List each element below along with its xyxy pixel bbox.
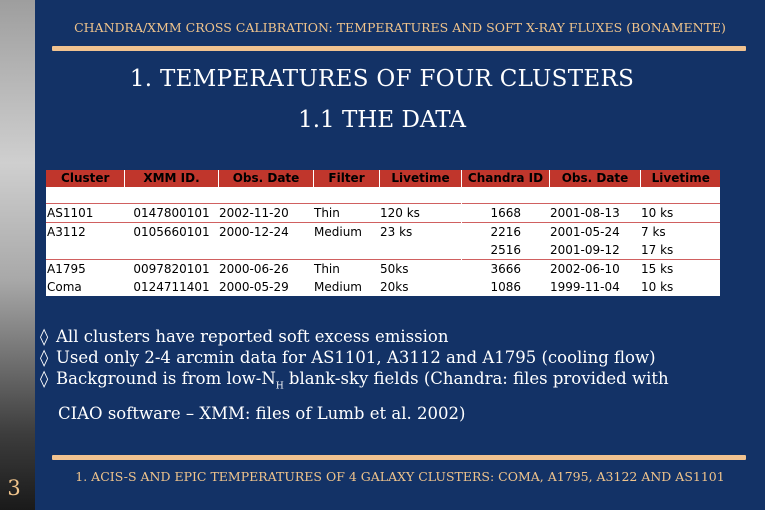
slide-title: 1. TEMPERATURES OF FOUR CLUSTERS — [129, 66, 635, 92]
bullet-item — [40, 347, 760, 368]
table-cell: 50ks — [379, 260, 461, 279]
table-cell: 0147800101 — [124, 204, 218, 223]
table-row — [46, 260, 720, 279]
table-cell: Coma — [47, 280, 82, 294]
bullet-continuation: CIAO software – XMM: files of Lumb et al. 2002) — [58, 404, 466, 424]
table-cell: AS1101 — [46, 204, 124, 223]
diamond-bullet-icon: ◊ — [40, 348, 49, 367]
col-header: XMM ID. — [124, 170, 218, 187]
table-cell: 15 ks — [640, 260, 720, 279]
table-cell: 2000-05-29 — [219, 280, 289, 294]
left-sidebar-strip — [0, 0, 35, 510]
bullet-item — [40, 368, 760, 397]
col-header: Livetime — [379, 170, 461, 187]
table-cell: 2516 — [461, 241, 549, 260]
col-header: Chandra ID — [461, 170, 549, 187]
table-cell: 1086 — [461, 278, 549, 296]
table-cell — [124, 241, 218, 260]
table-row — [46, 204, 720, 223]
bullet-text: All clusters have reported soft excess emission — [56, 327, 449, 346]
footer-divider — [52, 455, 746, 460]
table-row — [46, 278, 720, 296]
table-cell: 2001-05-24 — [549, 223, 640, 242]
table-cell: 0105660101 — [124, 223, 218, 242]
slide-footer: 1. ACIS-S AND EPIC TEMPERATURES OF 4 GALAXY CLUSTERS: COMA, A1795, A3122 AND AS1101 — [75, 469, 725, 484]
table-row — [46, 241, 720, 260]
table-cell: 0124711401 — [133, 280, 210, 294]
table-row — [46, 223, 720, 242]
bullet-text: Used only 2-4 arcmin data for AS1101, A3112 and A1795 (cooling flow) — [56, 348, 656, 367]
table-cell: Thin — [313, 204, 379, 223]
subscript: H — [275, 381, 284, 392]
table-cell — [379, 241, 461, 260]
bullet-text: Background is from low-N — [56, 369, 276, 388]
bullet-text: blank-sky fields (Chandra: files provided with — [283, 369, 669, 388]
diamond-bullet-icon: ◊ — [40, 369, 49, 388]
bullet-list — [40, 326, 760, 424]
table-spacer-row — [46, 187, 720, 204]
table-cell — [313, 241, 379, 260]
table-cell: 0097820101 — [124, 260, 218, 279]
table-cell — [218, 241, 313, 260]
table-cell: 2000-12-24 — [218, 223, 313, 242]
bullet-item — [40, 326, 760, 347]
table-cell: 2000-06-26 — [218, 260, 313, 279]
table-cell: Medium — [314, 280, 362, 294]
col-header: Obs. Date — [549, 170, 640, 187]
table-cell: A3112 — [46, 223, 124, 242]
col-header: Obs. Date — [218, 170, 313, 187]
table-cell: 10 ks — [641, 280, 674, 294]
observations-table — [46, 170, 720, 296]
header-divider — [52, 46, 746, 51]
table-cell: 23 ks — [379, 223, 461, 242]
table-cell: 2001-08-13 — [549, 204, 640, 223]
col-header: Filter — [313, 170, 379, 187]
table-cell: 2216 — [461, 223, 549, 242]
table-cell: 3666 — [461, 260, 549, 279]
table-cell: 20ks — [380, 280, 409, 294]
table-cell: A1795 — [46, 260, 124, 279]
table-header-row — [46, 170, 720, 187]
table-cell: 10 ks — [640, 204, 720, 223]
table-cell: 17 ks — [641, 243, 674, 257]
slide-header: CHANDRA/XMM CROSS CALIBRATION: TEMPERATURES AND SOFT X-RAY FLUXES (BONAMENTE) — [74, 20, 726, 35]
col-header: Cluster — [46, 170, 124, 187]
table-cell — [46, 241, 124, 260]
page-number: 3 — [7, 476, 21, 500]
table-cell: Medium — [313, 223, 379, 242]
table-cell: 1668 — [461, 204, 549, 223]
col-header: Livetime — [640, 170, 720, 187]
table-cell: 2002-11-20 — [218, 204, 313, 223]
diamond-bullet-icon: ◊ — [40, 327, 49, 346]
table-cell: 120 ks — [379, 204, 461, 223]
table-cell: 2002-06-10 — [549, 260, 640, 279]
table-cell: 7 ks — [640, 223, 720, 242]
table-cell: 2001-09-12 — [550, 243, 620, 257]
table-cell: Thin — [313, 260, 379, 279]
table-cell: 1999-11-04 — [550, 280, 620, 294]
slide-subtitle: 1.1 THE DATA — [298, 107, 466, 133]
